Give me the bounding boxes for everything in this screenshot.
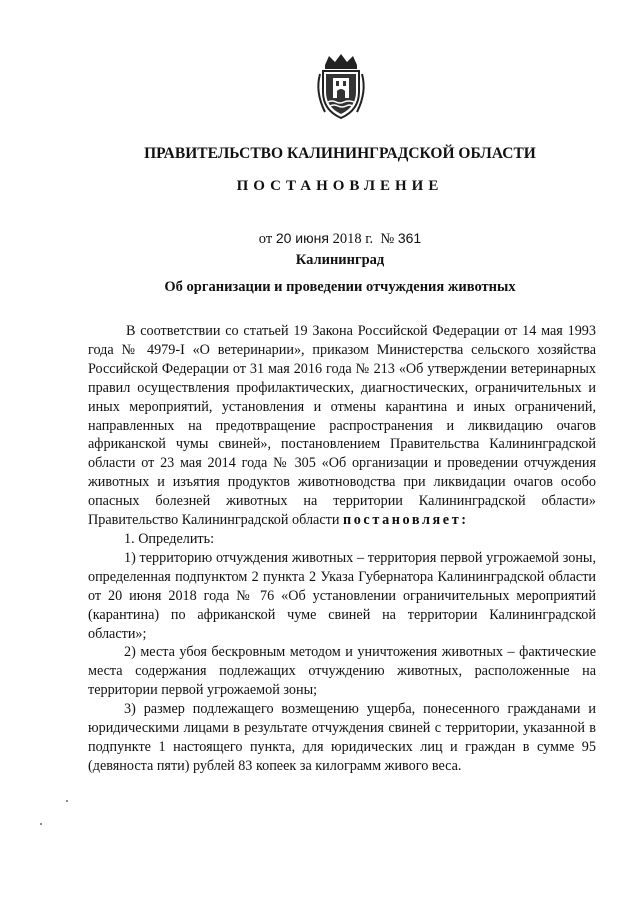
intro-paragraph <box>88 322 596 530</box>
document-type: ПОСТАНОВЛЕНИЕ <box>236 178 444 194</box>
organization-name: ПРАВИТЕЛЬСТВО КАЛИНИНГРАДСКОЙ ОБЛАСТИ <box>144 145 536 162</box>
decree-word: постановляет: <box>342 512 469 529</box>
date-year: 2018 г. <box>332 231 374 247</box>
scan-speck <box>40 823 42 825</box>
scan-speck <box>66 800 68 802</box>
coat-of-arms-graphic <box>311 52 371 120</box>
number-sign: № <box>380 231 395 247</box>
document-date-line <box>0 230 640 248</box>
date-prefix: от <box>258 231 273 247</box>
document-number: 361 <box>397 230 422 246</box>
item-1-2: 2) места убоя бескровным методом и уничтожения животных – фактические места содержания подлежащих отчуждению животных, расположенные на территории первой угрожаемой зоны; <box>88 644 596 699</box>
document-body <box>88 322 596 776</box>
item-1: 1. Определить: <box>124 530 215 547</box>
date-value: 20 июня <box>275 230 329 246</box>
item-1-1: 1) территорию отчуждения животных – территория первой угрожаемой зоны, определенная подпунктом 2 пункта 2 Указа Губернатора Калининградской области от 20 июня 2018 года № 76 «Об установлении ограничительных мероприятий (карантина) по африканской чуме свиней на территории Калининградской области»; <box>88 549 596 642</box>
document-title: Об организации и проведении отчуждения животных <box>164 279 516 295</box>
coat-of-arms-icon <box>311 52 371 120</box>
intro-text: В соответствии со статьей 19 Закона Российской Федерации от 14 мая 1993 года № 4979-I «О ветеринарии», приказом Министерства сельского хозяйства Российской Федерации от 31 мая 2016 года № 213 «Об утверждении ветеринарных правил осуществления профилактических, диагностических, ограничительных и иных мероприятий, установления и отмены карантина и иных ограничений, направленных на предотвращение распространения и ликвидацию очагов африканской чумы свиней», постановлением Правительства Калининградской области от 23 мая 2014 года № 305 «Об организации и проведении отчуждения животных и изъятия продуктов животноводства при ликвидации очагов особо опасных болезней животных на территории Калининградской области» Правительство Калининградской области <box>88 323 596 529</box>
item-1-3: 3) размер подлежащего возмещению ущерба, понесенного гражданами и юридическими лицами в результате отчуждения свиней с территории, указанной в подпункте 1 настоящего пункта, для юридических лиц и граждан в сумме 95 (девяноста пяти) рублей 83 копеек за килограмм живого веса. <box>88 701 596 774</box>
city-name: Калининград <box>295 252 385 268</box>
